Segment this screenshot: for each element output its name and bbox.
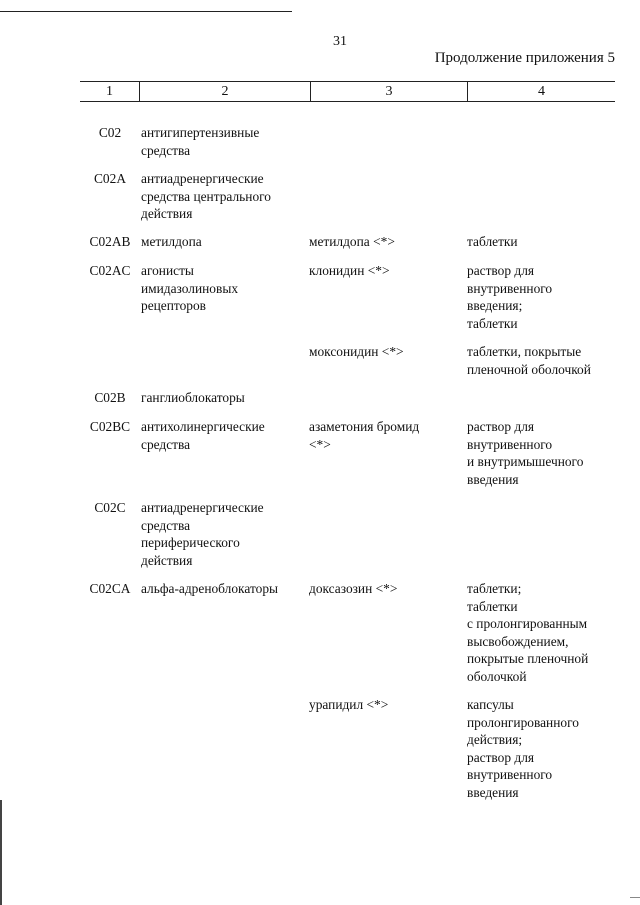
atc-code: C02AC <box>89 263 131 278</box>
atc-code: C02A <box>94 171 126 186</box>
top-rule <box>0 11 292 12</box>
continuation-label: Продолжение приложения 5 <box>434 50 615 66</box>
dosage-form: раствор для внутривенного и внутримышечного введения <box>467 419 584 487</box>
dosage-form: таблетки; таблетки с пролонгированным высвобождением, покрытые пленочной оболочкой <box>467 581 589 684</box>
corner-mark <box>630 897 640 898</box>
dosage-form: капсулы пролонгированного действия; раствор для внутривенного введения <box>467 697 579 800</box>
group-name: агонисты имидазолиновых рецепторов <box>141 263 239 313</box>
dosage-form: таблетки, покрытые пленочной оболочкой <box>467 344 591 377</box>
atc-code: C02B <box>94 390 126 405</box>
group-name: ганглиоблокаторы <box>141 390 245 405</box>
drug-name: азаметония бромид <*> <box>309 419 420 452</box>
table-header <box>80 81 615 102</box>
drug-name: моксонидин <*> <box>309 344 404 359</box>
header-col-1: 1 <box>80 82 140 101</box>
atc-code: C02C <box>94 500 126 515</box>
drug-name: доксазозин <*> <box>309 581 398 596</box>
group-name: антигипертензивные средства <box>141 125 260 158</box>
drug-name: клонидин <*> <box>309 263 390 278</box>
drug-name: урапидил <*> <box>309 697 389 712</box>
left-edge-rule <box>0 800 2 905</box>
dosage-form: таблетки <box>467 234 518 249</box>
group-name: альфа-адреноблокаторы <box>141 581 279 596</box>
atc-code: C02BC <box>89 419 131 434</box>
atc-code: C02AB <box>89 234 131 249</box>
header-col-3: 3 <box>311 82 468 101</box>
group-name: антиадренергические средства центрального действия <box>141 171 272 221</box>
atc-code: C02CA <box>89 581 131 596</box>
drug-name: метилдопа <*> <box>309 234 395 249</box>
group-name: метилдопа <box>141 234 202 249</box>
dosage-form: раствор для внутривенного введения; таблетки <box>467 263 553 331</box>
atc-code: C02 <box>98 125 122 140</box>
header-col-4: 4 <box>538 84 545 99</box>
header-col-2: 2 <box>140 82 311 101</box>
group-name: антихолинергические средства <box>141 419 265 452</box>
group-name: антиадренергические средства периферического действия <box>141 500 264 568</box>
page-number: 31 <box>333 34 347 49</box>
